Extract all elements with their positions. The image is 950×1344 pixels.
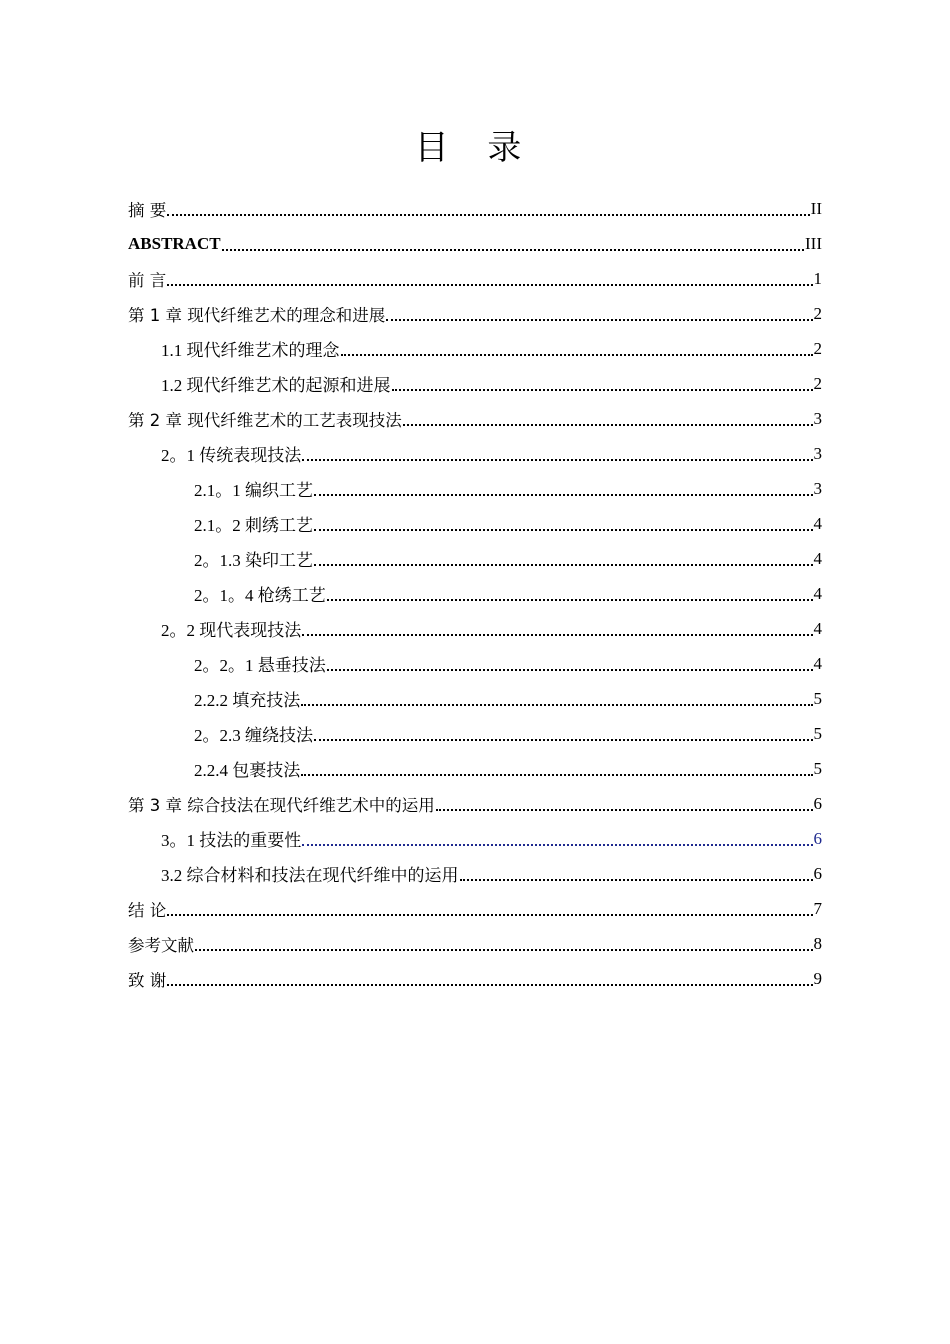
toc-entry-title: 2.1。1 编织工艺: [194, 481, 313, 500]
toc-entry[interactable]: [128, 261, 822, 296]
toc-entry[interactable]: [128, 961, 822, 996]
toc-dot-leader: [167, 214, 809, 216]
toc-entry[interactable]: [128, 436, 822, 471]
toc-page-number: 4: [813, 618, 822, 638]
toc-page-number: 4: [813, 548, 822, 568]
toc-entry[interactable]: [128, 821, 822, 856]
toc-entry-title: ABSTRACT: [128, 233, 221, 253]
toc-entry-title: 参考文献: [128, 935, 194, 955]
toc-entry[interactable]: [128, 716, 822, 751]
toc-page-number: 7: [813, 898, 822, 918]
toc-page-number: 4: [813, 583, 822, 603]
toc-page-number: 2: [813, 373, 822, 393]
toc-dot-leader: [302, 634, 812, 636]
toc-dot-leader: [314, 564, 813, 566]
toc-entry[interactable]: [128, 191, 822, 226]
toc-entry-title: 第 3 章 综合技法在现代纤维艺术中的运用: [128, 795, 435, 815]
toc-page-number: 8: [813, 933, 822, 953]
toc-dot-leader: [327, 599, 813, 601]
toc-page-number: 9: [813, 968, 822, 988]
toc-dot-leader: [436, 809, 813, 811]
toc-dot-leader: [167, 914, 812, 916]
toc-page-number: 3: [813, 443, 822, 463]
toc-entry[interactable]: [128, 471, 822, 506]
toc-entry[interactable]: [128, 786, 822, 821]
toc-page-number: II: [810, 198, 822, 218]
toc-page-number: 3: [813, 408, 822, 428]
toc-entry-title: 致 谢: [128, 970, 167, 990]
toc-entry-title: 2.1。2 刺绣工艺: [194, 516, 313, 535]
toc-entry-title: 1.1 现代纤维艺术的理念: [161, 341, 340, 360]
toc-entry-title: 3。1 技法的重要性: [161, 831, 302, 850]
toc-entry-title: 2.2.4 包裹技法: [194, 761, 301, 780]
toc-page-number: 3: [813, 478, 822, 498]
toc-entry-title: 结 论: [128, 900, 167, 920]
toc-entry-title: 2。2 现代表现技法: [161, 621, 302, 640]
toc-dot-leader: [301, 704, 812, 706]
toc-entry[interactable]: [128, 891, 822, 926]
toc-entry[interactable]: [128, 296, 822, 331]
toc-dot-leader: [314, 739, 813, 741]
toc-entry[interactable]: [128, 576, 822, 611]
toc-entry-title: 2。1.3 染印工艺: [194, 551, 313, 570]
toc-dot-leader: [222, 249, 804, 251]
toc-entry-title: 1.2 现代纤维艺术的起源和进展: [161, 376, 391, 395]
toc-entry[interactable]: [128, 541, 822, 576]
toc-entry[interactable]: [128, 646, 822, 681]
toc-dot-leader: [302, 459, 812, 461]
toc-dot-leader: [314, 494, 813, 496]
toc-dot-leader: [327, 669, 813, 671]
toc-entry-title: 2。2.3 缠绕技法: [194, 726, 313, 745]
toc-dot-leader: [167, 984, 812, 986]
toc-entry-title: 前 言: [128, 270, 167, 290]
toc-dot-leader: [341, 354, 813, 356]
toc-entry-title: 2。1 传统表现技法: [161, 446, 302, 465]
toc-entry-title: 2.2.2 填充技法: [194, 691, 301, 710]
toc-entry[interactable]: [128, 401, 822, 436]
page-title: 目 录: [414, 128, 536, 168]
toc-dot-leader: [167, 284, 812, 286]
toc-entry[interactable]: [128, 611, 822, 646]
toc-page-number: 4: [813, 513, 822, 533]
toc-entry-title: 3.2 综合材料和技法在现代纤维中的运用: [161, 866, 459, 885]
toc-entry[interactable]: [128, 681, 822, 716]
toc-entry[interactable]: [128, 226, 822, 261]
toc-dot-leader: [403, 424, 813, 426]
toc-page-number: 5: [813, 723, 822, 743]
toc-page-number: 6: [813, 828, 822, 848]
toc-entry[interactable]: [128, 366, 822, 401]
toc-dot-leader: [460, 879, 813, 881]
toc-entry-title: 第 1 章 现代纤维艺术的理念和进展: [128, 305, 386, 325]
toc-page-number: III: [805, 233, 822, 253]
toc-entry-title: 摘 要: [128, 200, 167, 220]
toc-page-number: 6: [813, 793, 822, 813]
toc-entry[interactable]: [128, 926, 822, 961]
toc-entry-title: 第 2 章 现代纤维艺术的工艺表现技法: [128, 410, 402, 430]
toc-page-number: 2: [813, 303, 822, 323]
toc-dot-leader: [302, 844, 812, 846]
toc-entry[interactable]: [128, 856, 822, 891]
toc-page-number: 4: [813, 653, 822, 673]
table-of-contents: [128, 191, 822, 996]
toc-dot-leader: [392, 389, 813, 391]
toc-entry[interactable]: [128, 506, 822, 541]
toc-dot-leader: [314, 529, 813, 531]
toc-dot-leader: [386, 319, 812, 321]
toc-entry-title: 2。1。4 枪绣工艺: [194, 586, 326, 605]
toc-page-number: 5: [813, 688, 822, 708]
toc-entry-title: 2。2。1 悬垂技法: [194, 656, 326, 675]
toc-entry[interactable]: [128, 751, 822, 786]
toc-page-number: 1: [813, 268, 822, 288]
toc-entry[interactable]: [128, 331, 822, 366]
toc-dot-leader: [195, 949, 813, 951]
toc-page-number: 2: [813, 338, 822, 358]
toc-page-number: 5: [813, 758, 822, 778]
toc-page-number: 6: [813, 863, 822, 883]
toc-dot-leader: [301, 774, 812, 776]
